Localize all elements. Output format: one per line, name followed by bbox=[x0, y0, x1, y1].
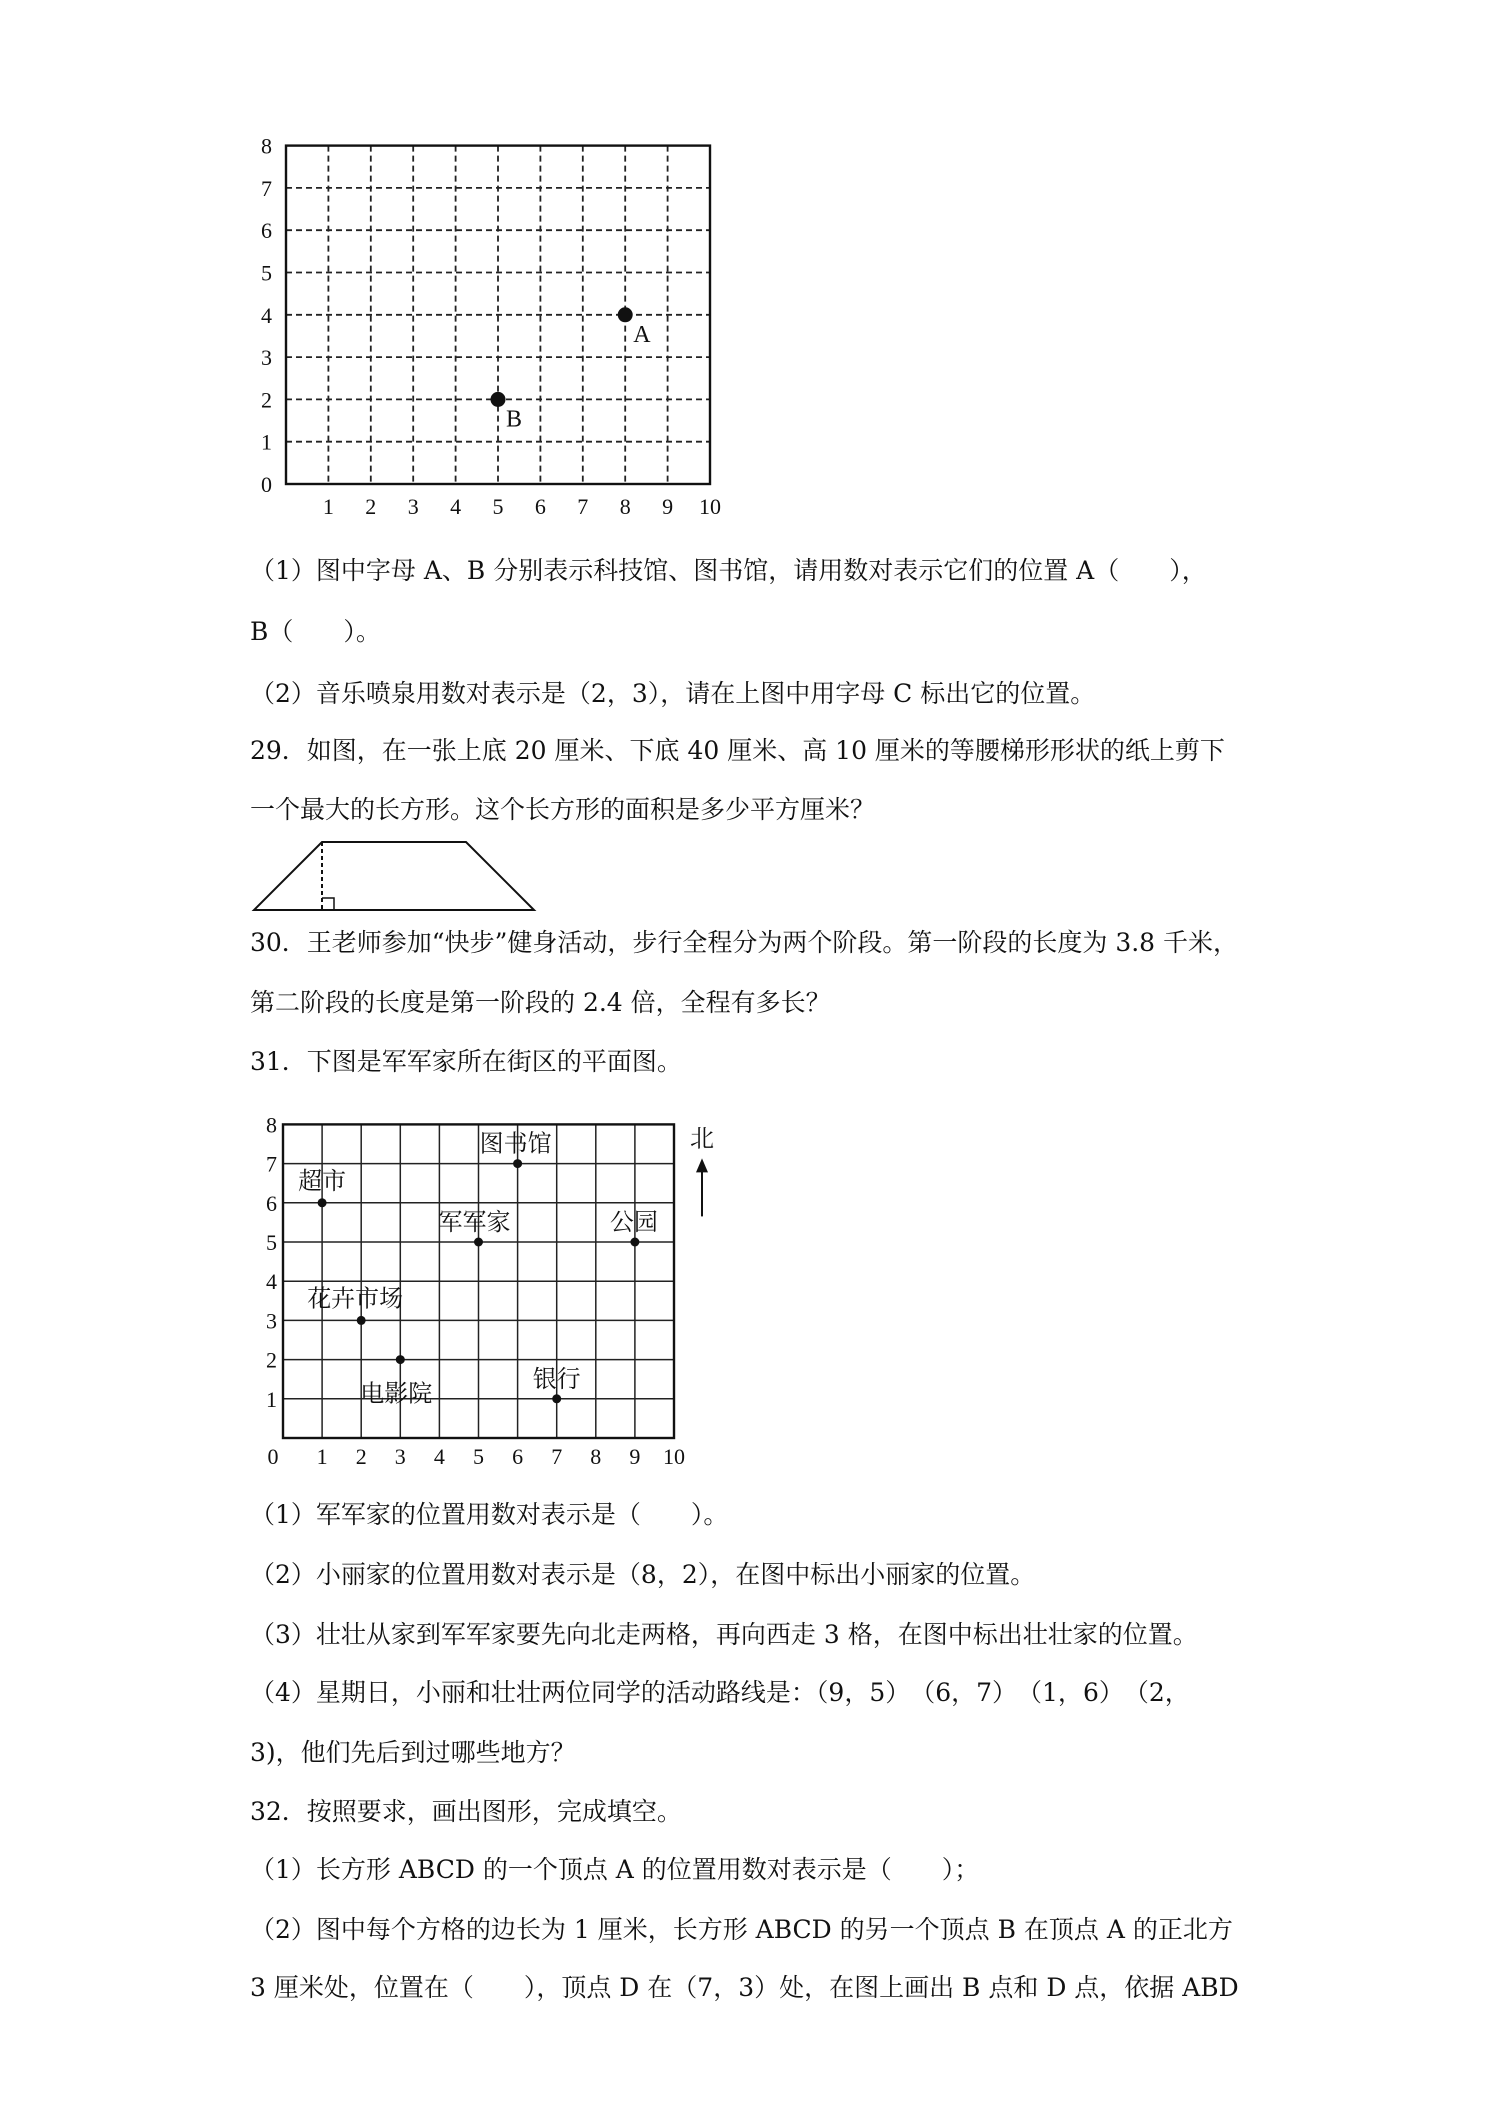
x-tick-label: 6 bbox=[534, 494, 546, 519]
p30-line-1: 30．王老师参加“快步”健身活动，步行全程分为两个阶段。第一阶段的长度为 3.8 千米， bbox=[250, 928, 1239, 957]
x-tick-label: 8 bbox=[590, 1444, 602, 1469]
x-tick-label: 2 bbox=[365, 494, 377, 519]
street-map-grid bbox=[0, 1100, 1488, 1470]
y-tick-label: 2 bbox=[261, 387, 272, 413]
x-tick-label: 3 bbox=[394, 1444, 406, 1469]
p31-question-4-line-2: 3)，他们先后到过哪些地方？ bbox=[250, 1738, 576, 1767]
point-a bbox=[618, 307, 633, 322]
x-tick-label: 1 bbox=[322, 494, 334, 519]
p29-line-1: 29．如图，在一张上底 20 厘米、下底 40 厘米、高 10 厘米的等腰梯形形状的纸上剪下 bbox=[250, 736, 1225, 765]
y-tick-label: 0 bbox=[261, 472, 272, 497]
map-point-2 bbox=[474, 1238, 483, 1247]
y-tick-label: 3 bbox=[261, 345, 272, 371]
map-point-1 bbox=[318, 1198, 327, 1207]
map-point-label-3: 公园 bbox=[609, 1208, 658, 1236]
map-point-5 bbox=[396, 1355, 405, 1364]
map-point-label-6: 银行 bbox=[532, 1364, 581, 1393]
map-point-4 bbox=[357, 1316, 366, 1325]
map-point-label-2: 军军家 bbox=[438, 1208, 511, 1236]
p31-question-2: （2）小丽家的位置用数对表示是（8，2），在图中标出小丽家的位置。 bbox=[250, 1560, 1036, 1589]
p32-question-1: （1）长方形 ABCD 的一个顶点 A 的位置用数对表示是（ ）； bbox=[250, 1855, 980, 1884]
y-tick-label: 5 bbox=[261, 260, 272, 286]
x-tick-label: 5 bbox=[492, 494, 504, 519]
p31-question-1: （1）军军家的位置用数对表示是（ ）。 bbox=[250, 1500, 729, 1529]
x-tick-label: 6 bbox=[512, 1444, 524, 1469]
x-tick-label: 7 bbox=[577, 494, 589, 519]
p30-line-2: 第二阶段的长度是第一阶段的 2.4 倍，全程有多长？ bbox=[250, 988, 831, 1017]
x-tick-label: 4 bbox=[433, 1444, 445, 1469]
p28-question-1-line-1: （1）图中字母 A、B 分别表示科技馆、图书馆，请用数对表示它们的位置 A（ ）， bbox=[250, 556, 1207, 585]
right-angle-mark bbox=[322, 898, 334, 910]
y-tick-label: 3 bbox=[266, 1308, 277, 1334]
p28-question-2: （2）音乐喷泉用数对表示是（2，3），请在上图中用字母 C 标出它的位置。 bbox=[250, 679, 1096, 708]
p32-question-2-line-1: （2）图中每个方格的边长为 1 厘米，长方形 ABCD 的另一个顶点 B 在顶点 A 的正北方 bbox=[250, 1915, 1233, 1944]
north-arrow-icon bbox=[696, 1158, 708, 1172]
p31-question-3: （3）壮壮从家到军军家要先向北走两格，再向西走 3 格，在图中标出壮壮家的位置。 bbox=[250, 1620, 1198, 1649]
y-tick-label: 7 bbox=[261, 175, 272, 201]
coordinate-grid-ab bbox=[0, 0, 1488, 540]
y-tick-label: 4 bbox=[261, 302, 272, 328]
trapezoid-figure bbox=[0, 830, 600, 930]
p32-intro: 32．按照要求，画出图形，完成填空。 bbox=[250, 1797, 682, 1826]
map-point-label-5: 电影院 bbox=[360, 1379, 433, 1408]
y-tick-label: 1 bbox=[261, 429, 272, 455]
p31-question-4-line-1: （4）星期日，小丽和壮壮两位同学的活动路线是：（9，5） （6，7） （1，6） （2， bbox=[250, 1678, 1190, 1707]
x-tick-label: 10 bbox=[699, 494, 721, 519]
map-point-label-0: 图书馆 bbox=[479, 1129, 552, 1158]
y-tick-label: 5 bbox=[266, 1230, 277, 1255]
x-tick-label: 8 bbox=[619, 494, 631, 519]
point-label-b: B bbox=[506, 406, 523, 433]
y-tick-label: 7 bbox=[266, 1151, 277, 1177]
x-tick-label: 9 bbox=[662, 494, 674, 519]
x-tick-label: 2 bbox=[355, 1444, 367, 1469]
x-tick-label: 4 bbox=[450, 494, 462, 519]
y-tick-label: 8 bbox=[266, 1112, 277, 1138]
x-tick-label: 3 bbox=[407, 494, 419, 519]
y-tick-label: 6 bbox=[266, 1190, 277, 1216]
map-point-label-1: 超市 bbox=[298, 1166, 347, 1195]
p28-question-1-line-2: B（ ）。 bbox=[250, 617, 381, 646]
x-tick-label: 7 bbox=[551, 1444, 563, 1469]
map-point-0 bbox=[513, 1159, 522, 1168]
map-point-3 bbox=[630, 1238, 639, 1247]
x-tick-label: 5 bbox=[473, 1444, 484, 1469]
y-tick-label: 8 bbox=[261, 133, 272, 159]
y-tick-label: 1 bbox=[266, 1386, 277, 1412]
point-b bbox=[491, 392, 506, 407]
x-tick-label: 0 bbox=[267, 1444, 279, 1469]
p31-intro: 31．下图是军军家所在街区的平面图。 bbox=[250, 1047, 682, 1076]
map-point-label-4: 花卉市场 bbox=[307, 1284, 404, 1313]
x-tick-label: 10 bbox=[663, 1444, 685, 1469]
x-tick-label: 9 bbox=[629, 1444, 641, 1469]
trapezoid-outline bbox=[254, 842, 534, 910]
p29-line-2: 一个最大的长方形。这个长方形的面积是多少平方厘米？ bbox=[250, 795, 876, 824]
p32-question-2-line-2: 3 厘米处，位置在（ ），顶点 D 在（7，3）处，在图上画出 B 点和 D 点，依据 ABD bbox=[250, 1973, 1239, 2002]
y-tick-label: 6 bbox=[261, 218, 272, 244]
point-label-a: A bbox=[633, 321, 651, 348]
map-point-6 bbox=[552, 1394, 561, 1403]
north-label: 北 bbox=[690, 1124, 714, 1153]
y-tick-label: 4 bbox=[266, 1269, 277, 1295]
x-tick-label: 1 bbox=[316, 1444, 328, 1469]
y-tick-label: 2 bbox=[266, 1347, 277, 1373]
